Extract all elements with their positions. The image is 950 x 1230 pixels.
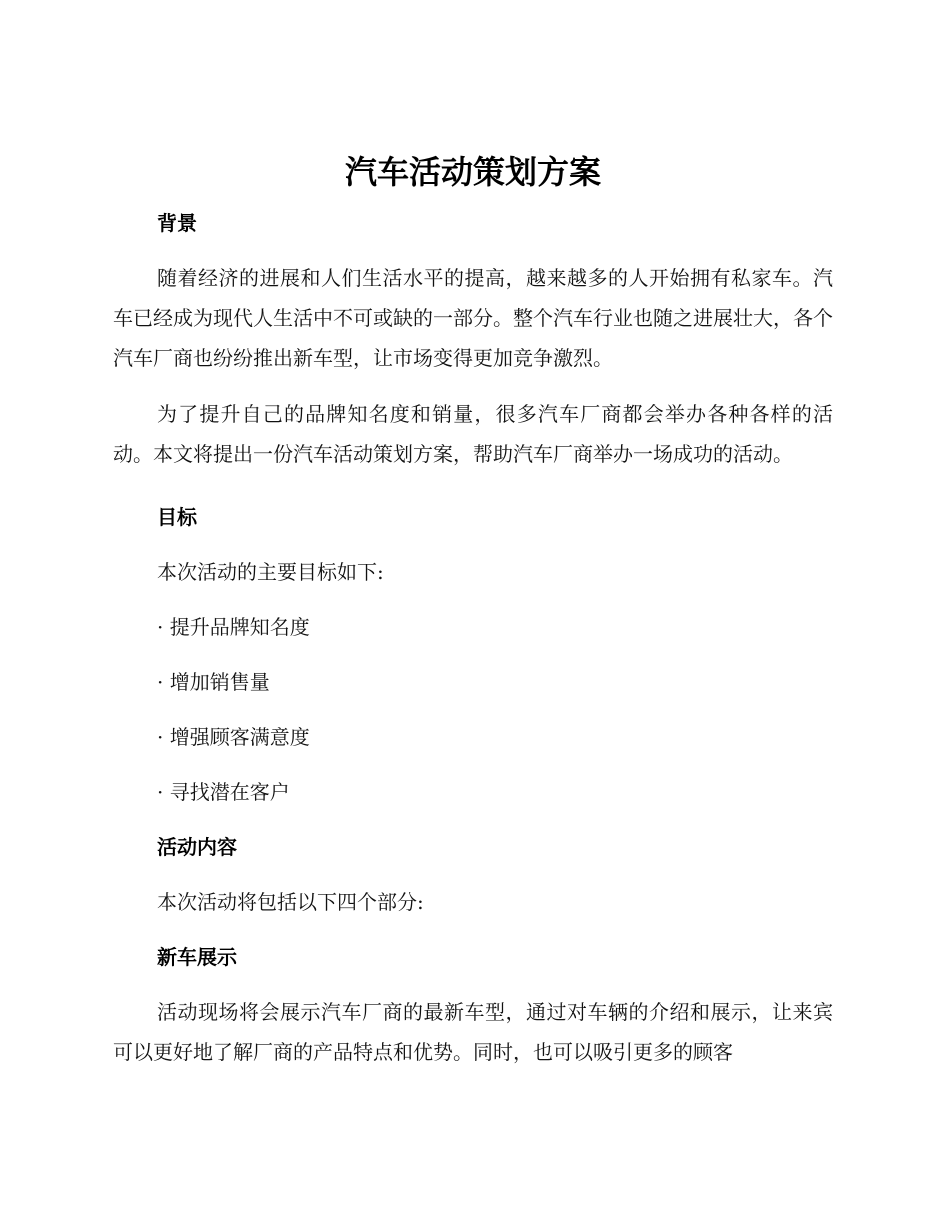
section-heading-goals: 目标 (157, 505, 197, 529)
paragraph-background-2: 为了提升自己的品牌知名度和销量，很多汽车厂商都会举办各种各样的活动。本文将提出一份汽车活动策划方案，帮助汽车厂商举办一场成功的活动。 (113, 402, 833, 466)
section-heading-activity-content: 活动内容 (157, 835, 237, 859)
section-heading-new-car-display: 新车展示 (157, 945, 237, 969)
list-item-goal: · 寻找潜在客户 (157, 780, 290, 804)
list-item-goal: · 提升品牌知名度 (157, 615, 310, 639)
paragraph-goals-intro: 本次活动的主要目标如下: (157, 560, 384, 584)
document-title: 汽车活动策划方案 (344, 153, 601, 191)
list-item-goal: · 增强顾客满意度 (157, 725, 310, 749)
paragraph-new-car-display: 活动现场将会展示汽车厂商的最新车型，通过对车辆的介绍和展示，让来宾可以更好地了解厂商的产品特点和优势。同时，也可以吸引更多的顾客 (113, 1000, 833, 1064)
list-item-goal: · 增加销售量 (157, 670, 270, 694)
section-heading-background: 背景 (157, 211, 197, 235)
paragraph-content-intro: 本次活动将包括以下四个部分: (157, 890, 424, 914)
paragraph-background-1: 随着经济的进展和人们生活水平的提高，越来越多的人开始拥有私家车。汽车已经成为现代人生活中不可或缺的一部分。整个汽车行业也随之进展壮大，各个汽车厂商也纷纷推出新车型，让市场变得更加竞争激烈。 (113, 266, 833, 370)
document-body (113, 150, 833, 1072)
